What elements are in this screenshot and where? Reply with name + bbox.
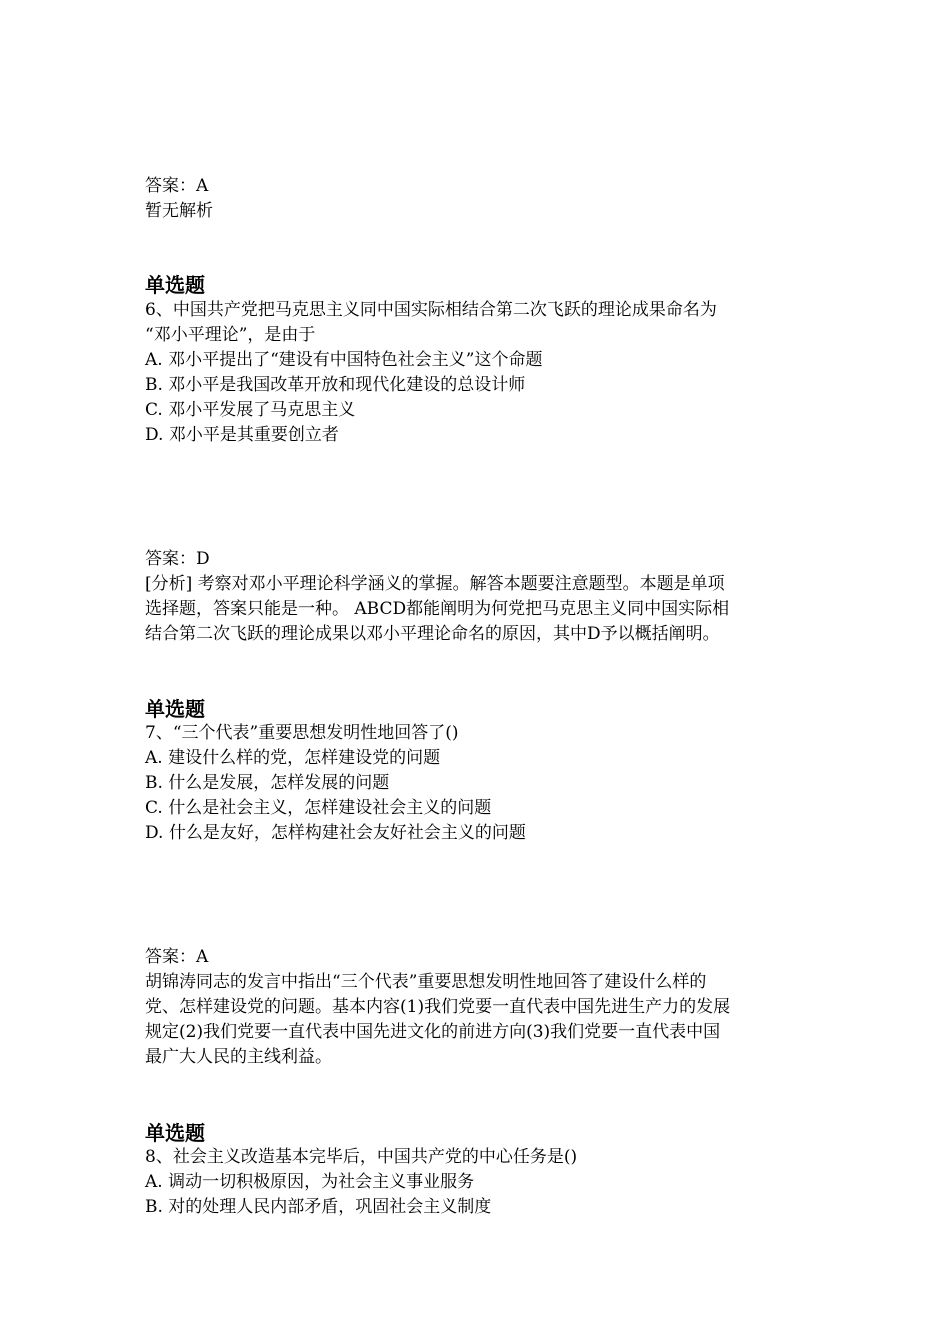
explanation-line: 最广大人民的主线利益。 [145,1047,332,1067]
option-b: B. 邓小平是我国改革开放和现代化建设的总设计师 [145,375,526,395]
question-type-heading: 单选题 [145,273,205,297]
question-stem-line: 8、社会主义改造基本完毕后，中国共产党的中心任务是() [145,1147,578,1167]
explanation-line: 胡锦涛同志的发言中指出“三个代表”重要思想发明性地回答了建设什么样的 [145,972,707,992]
option-a: A. 调动一切积极原因，为社会主义事业服务 [145,1172,475,1192]
option-c: C. 邓小平发展了马克思主义 [145,400,356,420]
question-stem-line: 7、“三个代表”重要思想发明性地回答了() [145,723,459,743]
option-c: C. 什么是社会主义，怎样建设社会主义的问题 [145,798,492,818]
option-b: B. 什么是发展，怎样发展的问题 [145,773,390,793]
option-a: A. 建设什么样的党，怎样建设党的问题 [145,748,441,768]
answer-line: 答案：A [145,176,209,196]
explanation-line: 暂无解析 [145,201,213,221]
option-d: D. 什么是友好，怎样构建社会友好社会主义的问题 [145,823,526,843]
question-stem-line: 6、中国共产党把马克思主义同中国实际相结合第二次飞跃的理论成果命名为 [145,300,717,320]
option-d: D. 邓小平是其重要创立者 [145,425,339,445]
option-b: B. 对的处理人民内部矛盾，巩固社会主义制度 [145,1197,492,1217]
explanation-line: 规定(2)我们党要一直代表中国先进文化的前进方向(3)我们党要一直代表中国 [145,1022,721,1042]
question-stem-line: “邓小平理论”，是由于 [145,325,316,345]
question-type-heading: 单选题 [145,697,205,721]
explanation-line: 选择题，答案只能是一种。 ABCD都能阐明为何党把马克思主义同中国实际相 [145,599,730,619]
explanation-line: [分析] 考察对邓小平理论科学涵义的掌握。解答本题要注意题型。本题是单项 [145,574,725,594]
explanation-line: 党、怎样建设党的问题。基本内容(1)我们党要一直代表中国先进生产力的发展 [145,997,731,1017]
answer-line: 答案：D [145,549,210,569]
explanation-line: 结合第二次飞跃的理论成果以邓小平理论命名的原因，其中D予以概括阐明。 [145,624,720,644]
option-a: A. 邓小平提出了“建设有中国特色社会主义”这个命题 [145,350,543,370]
answer-line: 答案：A [145,947,209,967]
question-type-heading: 单选题 [145,1121,205,1145]
